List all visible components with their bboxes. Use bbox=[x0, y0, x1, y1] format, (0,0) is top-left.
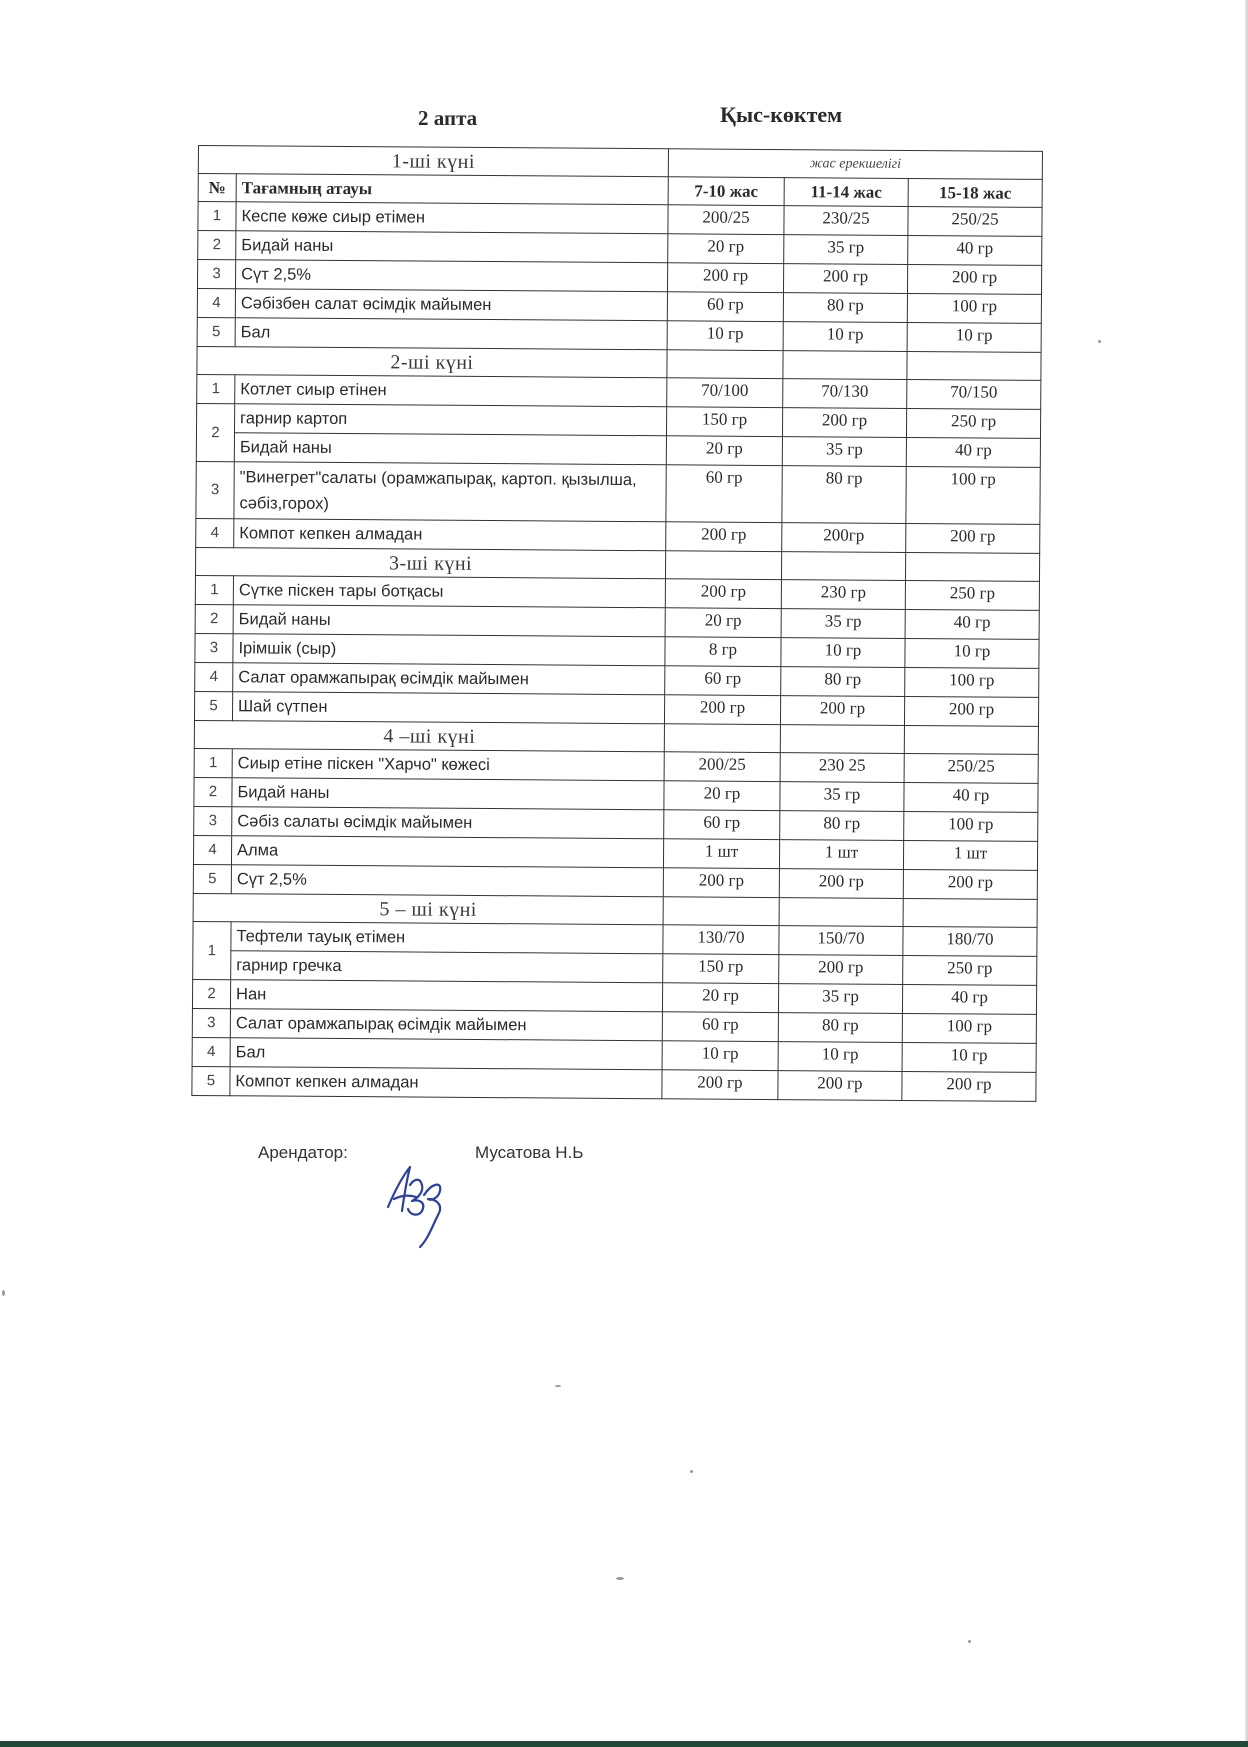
scan-speck bbox=[968, 1640, 971, 1643]
table-row bbox=[192, 1066, 1036, 1101]
portion-7-10: 20 гр bbox=[668, 234, 784, 264]
portion-11-14: 1 шт bbox=[779, 840, 903, 870]
portion-11-14: 80 гр bbox=[783, 293, 907, 323]
portion-7-10: 20 гр bbox=[662, 983, 778, 1013]
dish-name: Бидай наны bbox=[236, 231, 668, 263]
dish-name: Сүт 2,5% bbox=[231, 865, 663, 897]
portion-11-14: 200 гр bbox=[779, 955, 903, 985]
dish-name: Сүтке піскен тары ботқасы bbox=[233, 576, 665, 608]
day-title: 2-ші күні bbox=[197, 346, 667, 377]
portion-11-14: 200 гр bbox=[778, 1071, 902, 1101]
portion-7-10: 150 гр bbox=[666, 407, 782, 437]
dish-name: Шай сүтпен bbox=[232, 692, 664, 724]
dish-name: Бидай наны bbox=[232, 778, 664, 810]
portion-15-18: 100 гр bbox=[902, 1013, 1036, 1043]
dish-name-column-header: Тағамның атауы bbox=[236, 174, 668, 205]
portion-15-18: 200 гр bbox=[907, 264, 1041, 294]
portion-15-18: 100 гр bbox=[905, 667, 1039, 697]
portion-7-10: 200 гр bbox=[662, 1070, 778, 1100]
row-number: 1 bbox=[197, 374, 235, 403]
dish-name: Сиыр етіне піскен "Харчо" көжесі bbox=[232, 749, 664, 781]
dish-name: гарнир картоп bbox=[234, 404, 666, 436]
day-title: 1-ші күні bbox=[198, 146, 668, 177]
lessee-name: Мусатова Н.Ь bbox=[475, 1143, 584, 1162]
portion-11-14: 35 гр bbox=[782, 437, 906, 467]
portion-15-18: 70/150 bbox=[907, 379, 1041, 409]
row-number: 3 bbox=[194, 806, 232, 835]
portion-11-14: 200 гр bbox=[782, 408, 906, 438]
portion-11-14: 80 гр bbox=[781, 667, 905, 697]
portion-7-10: 10 гр bbox=[662, 1041, 778, 1071]
portion-7-10: 8 гр bbox=[665, 637, 781, 667]
portion-11-14: 35 гр bbox=[781, 609, 905, 639]
row-number: 5 bbox=[193, 864, 231, 893]
portion-7-10: 200 гр bbox=[665, 579, 781, 609]
scan-speck bbox=[616, 1577, 624, 1580]
dish-name: Кеспе көже сиыр етімен bbox=[236, 202, 668, 234]
portion-7-10: 200/25 bbox=[664, 752, 780, 782]
portion-11-14: 35 гр bbox=[784, 235, 908, 265]
portion-7-10: 1 шт bbox=[663, 839, 779, 869]
dish-name: Алма bbox=[231, 836, 663, 868]
dish-name: Бал bbox=[230, 1038, 662, 1070]
portion-11-14: 80 гр bbox=[782, 466, 906, 524]
dish-name: Салат орамжапырақ өсімдік майымен bbox=[233, 663, 665, 695]
row-number: 2 bbox=[195, 604, 233, 633]
portion-11-14: 80 гр bbox=[780, 811, 904, 841]
portion-11-14: 230 25 bbox=[780, 753, 904, 783]
dish-name: Котлет сиыр етінен bbox=[235, 375, 667, 407]
portion-11-14: 80 гр bbox=[778, 1013, 902, 1043]
row-number: 5 bbox=[197, 317, 235, 346]
portion-15-18: 10 гр bbox=[902, 1042, 1036, 1072]
portion-7-10: 130/70 bbox=[663, 925, 779, 955]
lessee-label: Арендатор: bbox=[258, 1143, 348, 1162]
portion-11-14: 35 гр bbox=[780, 782, 904, 812]
scan-speck bbox=[2, 1290, 5, 1296]
portion-11-14: 10 гр bbox=[783, 322, 907, 352]
dish-name: "Винегрет"салаты (орамжапырақ, картоп. қызылша, сәбіз,горох) bbox=[234, 462, 666, 522]
portion-11-14: 200 гр bbox=[779, 869, 903, 899]
dish-name: Тефтели тауық етімен bbox=[231, 922, 663, 954]
scan-speck bbox=[555, 1385, 561, 1387]
row-number: 4 bbox=[196, 518, 234, 547]
portion-15-18: 10 гр bbox=[907, 322, 1041, 352]
portion-15-18: 1 шт bbox=[903, 840, 1037, 870]
portion-11-14: 230 гр bbox=[781, 580, 905, 610]
portion-15-18: 40 гр bbox=[904, 782, 1038, 812]
row-number: 1 bbox=[198, 202, 236, 231]
age-group-title: жас ерекшелігі bbox=[668, 149, 1042, 180]
season-heading: Қыс-көктем bbox=[720, 102, 843, 127]
portion-7-10: 60 гр bbox=[662, 1012, 778, 1042]
dish-name: Бидай наны bbox=[233, 605, 665, 637]
portion-7-10: 60 гр bbox=[665, 666, 781, 696]
row-number: 2 bbox=[198, 231, 236, 260]
portion-15-18: 40 гр bbox=[906, 437, 1040, 467]
dish-name: гарнир гречка bbox=[231, 951, 663, 983]
row-number: 4 bbox=[192, 1037, 230, 1066]
scan-bottom-border bbox=[0, 1741, 1248, 1747]
dish-name: Бидай наны bbox=[234, 433, 666, 465]
portion-7-10: 20 гр bbox=[664, 781, 780, 811]
dish-name: Компот кепкен алмадан bbox=[234, 519, 666, 551]
portion-7-10: 200 гр bbox=[663, 868, 779, 898]
row-number: 1 bbox=[194, 748, 232, 777]
portion-15-18: 250 гр bbox=[906, 408, 1040, 438]
portion-7-10: 10 гр bbox=[667, 321, 783, 351]
portion-7-10: 60 гр bbox=[666, 465, 782, 523]
dish-name: Сәбізбен салат өсімдік майымен bbox=[235, 289, 667, 321]
portion-15-18: 40 гр bbox=[902, 984, 1036, 1014]
portion-11-14: 200гр bbox=[782, 523, 906, 553]
portion-15-18: 200 гр bbox=[904, 696, 1038, 726]
row-number: 2 bbox=[196, 403, 234, 461]
portion-15-18: 40 гр bbox=[908, 235, 1042, 265]
portion-15-18: 250 гр bbox=[903, 955, 1037, 985]
portion-7-10: 20 гр bbox=[666, 436, 782, 466]
portion-7-10: 200/25 bbox=[668, 205, 784, 235]
portion-15-18: 100 гр bbox=[907, 293, 1041, 323]
portion-15-18: 10 гр bbox=[905, 638, 1039, 668]
row-number: 3 bbox=[192, 1008, 230, 1037]
portion-11-14: 200 гр bbox=[783, 264, 907, 294]
age-11-14-header: 11-14 жас bbox=[784, 178, 908, 207]
portion-11-14: 35 гр bbox=[778, 984, 902, 1014]
dish-name: Ірімшік (сыр) bbox=[233, 634, 665, 666]
portion-7-10: 60 гр bbox=[664, 810, 780, 840]
portion-7-10: 20 гр bbox=[665, 608, 781, 638]
portion-7-10: 70/100 bbox=[667, 378, 783, 408]
portion-7-10: 200 гр bbox=[666, 522, 782, 552]
portion-11-14: 150/70 bbox=[779, 926, 903, 956]
dish-name: Сәбіз салаты өсімдік майымен bbox=[232, 807, 664, 839]
portion-11-14: 230/25 bbox=[784, 206, 908, 236]
portion-11-14: 70/130 bbox=[783, 379, 907, 409]
row-number: 5 bbox=[194, 691, 232, 720]
row-number: 2 bbox=[194, 777, 232, 806]
dish-name: Сүт 2,5% bbox=[235, 260, 667, 292]
age-7-10-header: 7-10 жас bbox=[668, 177, 784, 206]
day-title: 3-ші күні bbox=[195, 547, 665, 578]
portion-11-14: 10 гр bbox=[778, 1042, 902, 1072]
handwritten-signature bbox=[380, 1155, 470, 1255]
menu-table bbox=[191, 145, 1043, 1102]
portion-7-10: 200 гр bbox=[664, 695, 780, 725]
table-row bbox=[196, 461, 1040, 524]
portion-11-14: 10 гр bbox=[781, 638, 905, 668]
portion-7-10: 200 гр bbox=[667, 263, 783, 293]
dish-name: Нан bbox=[230, 980, 662, 1012]
portion-7-10: 150 гр bbox=[663, 954, 779, 984]
age-15-18-header: 15-18 жас bbox=[908, 178, 1042, 207]
portion-15-18: 250 гр bbox=[905, 580, 1039, 610]
dish-name: Салат орамжапырақ өсімдік майымен bbox=[230, 1009, 662, 1041]
scan-speck bbox=[1098, 340, 1101, 343]
signature-stroke bbox=[388, 1167, 440, 1247]
portion-15-18: 200 гр bbox=[902, 1071, 1036, 1101]
portion-7-10: 60 гр bbox=[667, 292, 783, 322]
portion-15-18: 250/25 bbox=[908, 206, 1042, 236]
portion-15-18: 200 гр bbox=[906, 523, 1040, 553]
row-number: 4 bbox=[195, 662, 233, 691]
row-number: 5 bbox=[192, 1066, 230, 1095]
row-number: 2 bbox=[192, 979, 230, 1008]
scan-speck bbox=[690, 1470, 693, 1473]
portion-15-18: 200 гр bbox=[903, 869, 1037, 899]
portion-15-18: 180/70 bbox=[903, 926, 1037, 956]
row-number: 1 bbox=[193, 921, 231, 979]
dish-name: Бал bbox=[235, 318, 667, 350]
number-column-header: № bbox=[198, 174, 236, 202]
portion-11-14: 200 гр bbox=[780, 696, 904, 726]
row-number: 3 bbox=[195, 633, 233, 662]
row-number: 4 bbox=[193, 835, 231, 864]
row-number: 4 bbox=[197, 289, 235, 318]
portion-15-18: 100 гр bbox=[904, 811, 1038, 841]
day-title: 4 –ші күні bbox=[194, 720, 664, 751]
row-number: 3 bbox=[196, 461, 234, 518]
row-number: 3 bbox=[197, 260, 235, 289]
portion-15-18: 100 гр bbox=[906, 466, 1040, 524]
week-heading: 2 апта bbox=[418, 106, 478, 130]
row-number: 1 bbox=[195, 575, 233, 604]
dish-name: Компот кепкен алмадан bbox=[230, 1067, 662, 1099]
portion-15-18: 250/25 bbox=[904, 753, 1038, 783]
day-title: 5 – ші күні bbox=[193, 893, 663, 924]
portion-15-18: 40 гр bbox=[905, 609, 1039, 639]
